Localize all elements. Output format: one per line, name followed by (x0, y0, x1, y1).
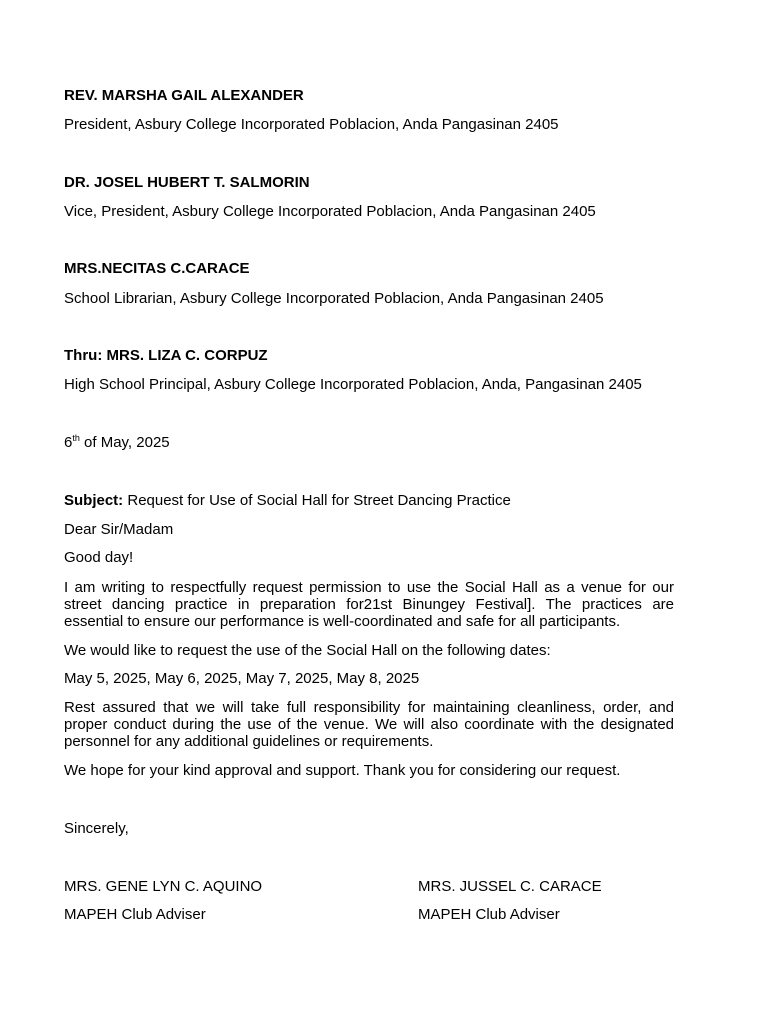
signatory-2-name: MRS. JUSSEL C. CARACE (418, 878, 602, 895)
recipient-4-name: Thru: MRS. LIZA C. CORPUZ (64, 347, 268, 364)
paragraph-request: I am writing to respectfully request permission to use the Social Hall as a venue for our street dancing practice in preparation for21st Binungey Festival]. The practices are essential to ensure our performance is well-coordinated and safe for all participants. (64, 579, 674, 630)
recipient-4-title: High School Principal, Asbury College Incorporated Poblacion, Anda, Pangasinan 2405 (64, 376, 642, 393)
recipient-3-name: MRS.NECITAS C.CARACE (64, 260, 250, 277)
signatory-2-role: MAPEH Club Adviser (418, 906, 560, 923)
signatory-1-role: MAPEH Club Adviser (64, 906, 206, 923)
recipient-2-title: Vice, President, Asbury College Incorporated Poblacion, Anda Pangasinan 2405 (64, 203, 596, 220)
signatory-1-name: MRS. GENE LYN C. AQUINO (64, 878, 263, 895)
recipient-1-name: REV. MARSHA GAIL ALEXANDER (64, 87, 304, 104)
paragraph-closing-thanks: We hope for your kind approval and support. Thank you for considering our request. (64, 762, 621, 779)
subject-line (64, 492, 511, 510)
paragraph-dates-intro: We would like to request the use of the Social Hall on the following dates: (64, 642, 551, 659)
date-rest: of May, 2025 (79, 434, 170, 451)
date-day: 6 (64, 434, 73, 451)
recipient-2-name: DR. JOSEL HUBERT T. SALMORIN (64, 174, 310, 191)
subject-label: Subject: (64, 492, 124, 509)
paragraph-responsibility: Rest assured that we will take full responsibility for maintaining cleanliness, order, and proper conduct during the use of the venue. We will also coordinate with the designated personnel for any additional guidelines or requirements. (64, 699, 674, 750)
salutation: Dear Sir/Madam (64, 521, 174, 538)
recipient-3-title: School Librarian, Asbury College Incorporated Poblacion, Anda Pangasinan 2405 (64, 290, 604, 307)
closing: Sincerely, (64, 820, 129, 837)
subject-text: Request for Use of Social Hall for Street Dancing Practice (123, 492, 511, 509)
recipient-1-title: President, Asbury College Incorporated Poblacion, Anda Pangasinan 2405 (64, 116, 559, 133)
greeting: Good day! (64, 549, 134, 566)
date-suffix: th (72, 433, 80, 443)
letter-date (64, 434, 170, 452)
requested-dates: May 5, 2025, May 6, 2025, May 7, 2025, May 8, 2025 (64, 670, 420, 687)
